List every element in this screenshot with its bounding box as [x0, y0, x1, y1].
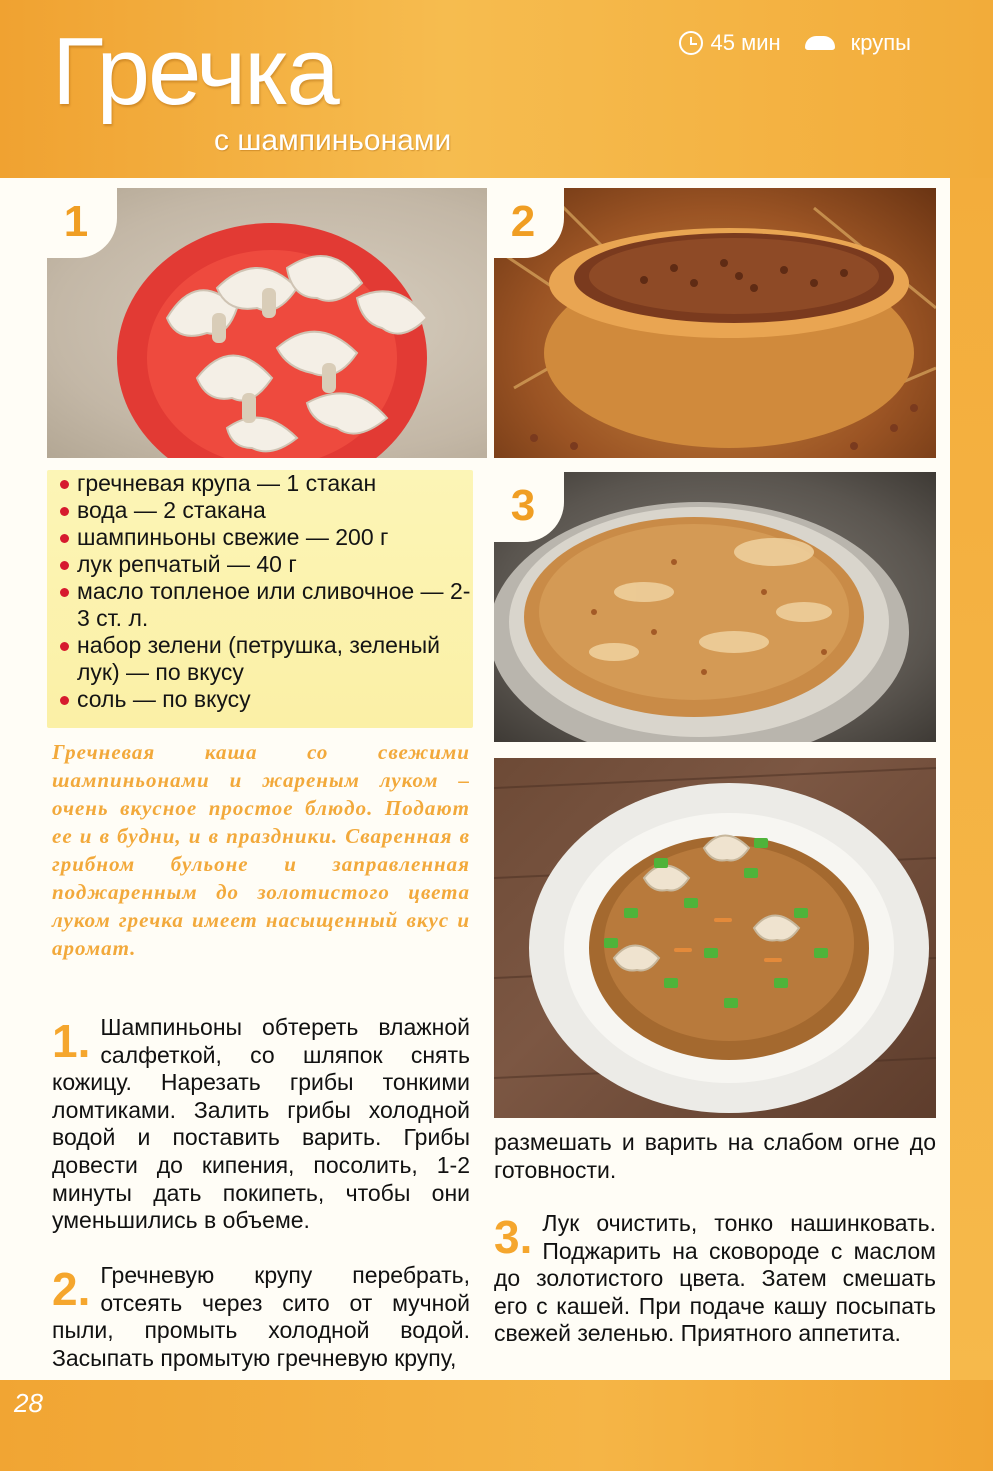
photo-step-badge: 1	[47, 188, 117, 258]
step-text: Лук очистить, тонко нашинковать. Поджарить на сковороде с маслом до золотистого цвета. Затем смешать его с кашей. При подаче кашу посыпать свежей зеленью. Приятного аппетита.	[494, 1210, 936, 1347]
step-3-photo	[494, 472, 936, 742]
ingredient-item: гречневая крупа — 1 стакан	[57, 470, 471, 497]
page-number: 28	[14, 1388, 43, 1418]
step-text: Шампиньоны обтереть влажной салфеткой, со шляпок снять кожицу. Нарезать грибы тонкими ломтиками. Залить грибы холодной водой и поставить варить. Грибы довести до кипения, посолить, 1-2 минуты дать покипеть, чтобы они уменьшились в объеме.	[52, 1014, 470, 1234]
ingredients-box	[47, 470, 473, 728]
step-text: размешать и варить на слабом огне до готовности.	[494, 1129, 936, 1183]
recipe-description: Гречневая каша со свежими шампиньонами и жареным луком – очень вкусное простое блюдо. Подают ее и в будни, и в праздники. Сваренная в грибном бульоне и заправленная поджаренным до золотистого цвета луком гречка имеет насыщенный вкус и аромат.	[52, 740, 470, 960]
step-1	[52, 1014, 470, 1235]
ingredients-list	[57, 470, 471, 713]
recipe-title: Гречка	[52, 18, 338, 125]
step-number: 3.	[494, 1211, 533, 1263]
recipe-subtitle: с шампиньонами	[214, 124, 452, 157]
clock-icon	[679, 31, 703, 55]
step-number: 2.	[52, 1263, 91, 1315]
step-2-continuation	[494, 1129, 936, 1184]
ingredient-item: лук репчатый — 40 г	[57, 551, 471, 578]
header-banner	[0, 0, 993, 178]
step-3	[494, 1210, 936, 1348]
side-color-band	[950, 178, 993, 1380]
finished-dish-photo	[494, 758, 936, 1118]
step-2	[52, 1262, 470, 1372]
cooking-time: 45 мин	[710, 30, 781, 55]
ingredient-item: вода — 2 стакана	[57, 497, 471, 524]
ingredient-item: шампиньоны свежие — 200 г	[57, 524, 471, 551]
grain-icon	[805, 36, 835, 50]
recipe-meta	[679, 28, 912, 58]
photo-step-badge: 3	[494, 472, 564, 542]
plate-illustration	[494, 758, 936, 1118]
recipe-category: крупы	[850, 30, 911, 55]
photo-step-badge: 2	[494, 188, 564, 258]
step-2-photo	[494, 188, 936, 458]
step-1-photo	[47, 188, 487, 458]
ingredient-item: набор зелени (петрушка, зеленый лук) — по вкусу	[57, 632, 471, 686]
ingredient-item: соль — по вкусу	[57, 686, 471, 713]
ingredient-item: масло топленое или сливочное — 2-3 ст. л.	[57, 578, 471, 632]
footer-band	[0, 1380, 993, 1471]
step-number: 1.	[52, 1015, 91, 1067]
step-text: Гречневую крупу перебрать, отсеять через сито от мучной пыли, промыть холодной водой. Засыпать промытую гречневую крупу,	[52, 1262, 470, 1371]
